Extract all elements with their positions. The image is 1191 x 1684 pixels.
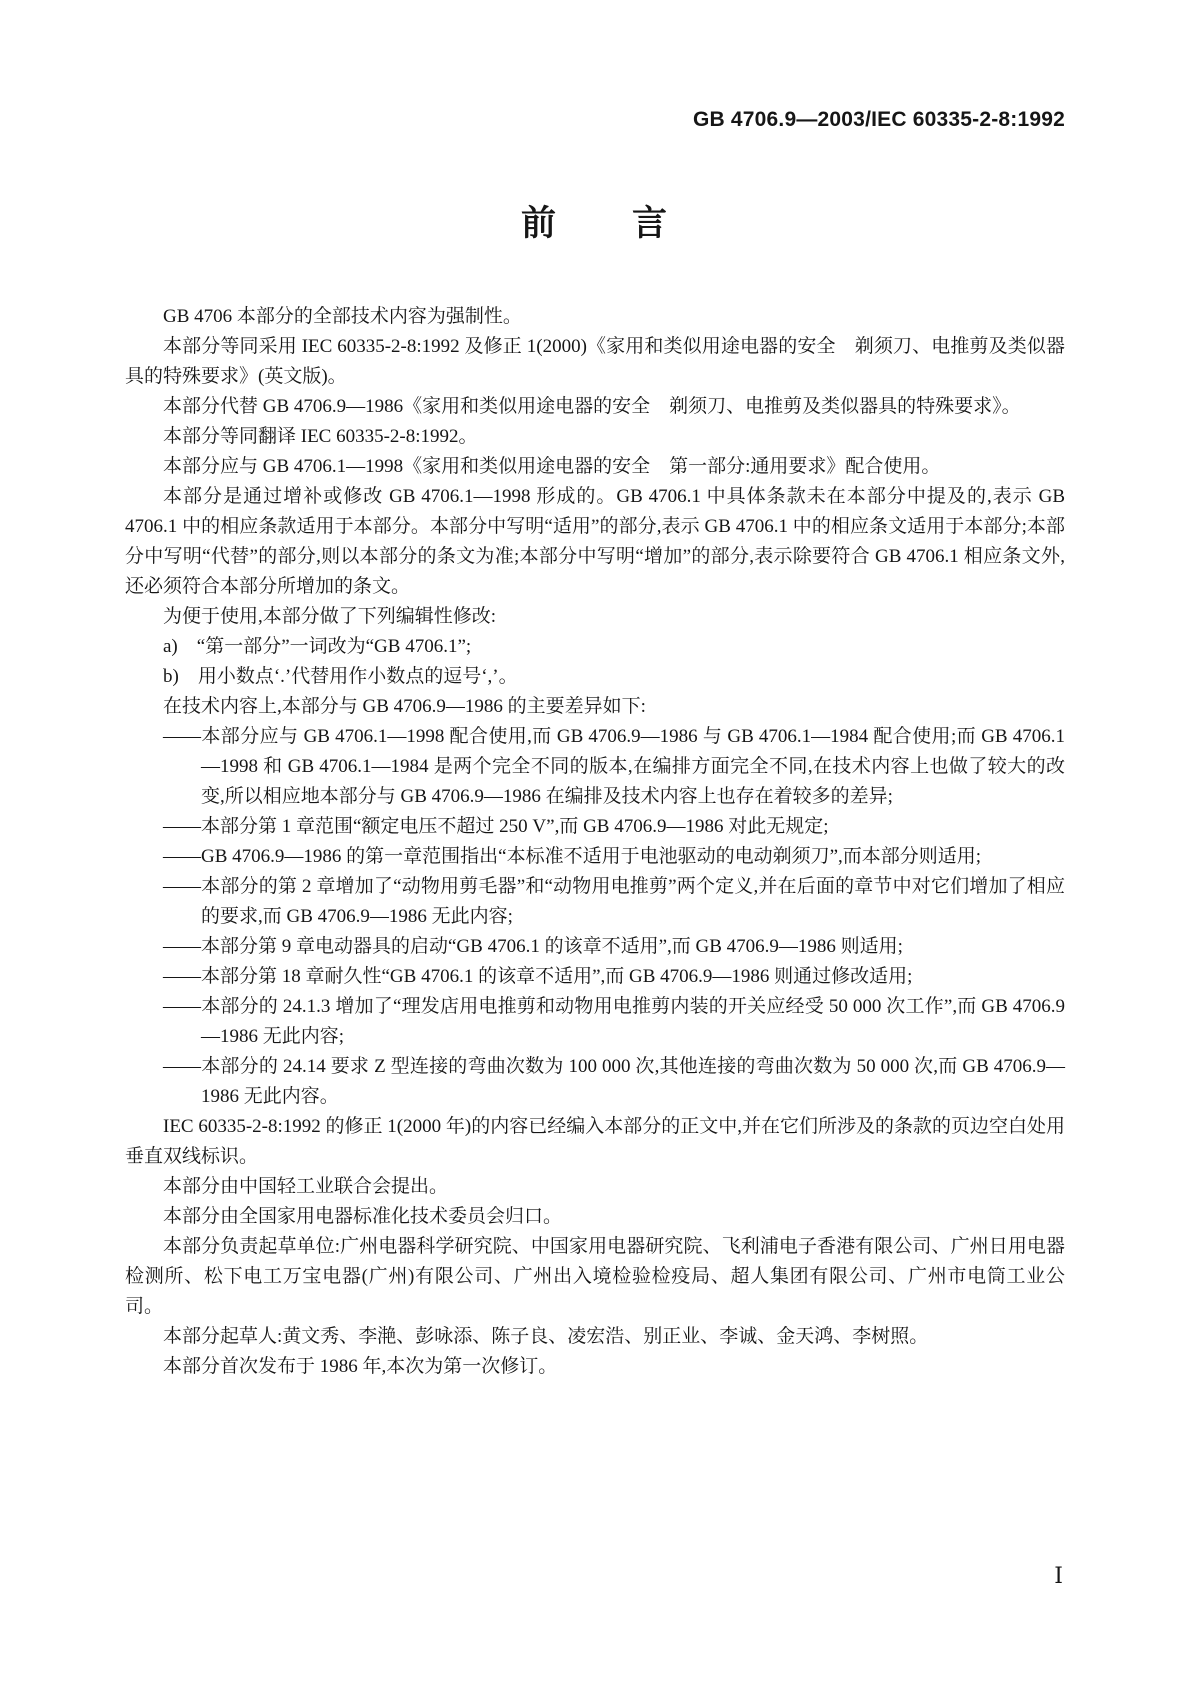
paragraph: 本部分由中国轻工业联合会提出。: [163, 1176, 449, 1197]
paragraph: 本部分等同翻译 IEC 60335-2-8:1992。: [163, 426, 478, 447]
paragraph: 为便于使用,本部分做了下列编辑性修改:: [163, 606, 497, 627]
paragraph: 本部分起草人:黄文秀、李滟、彭咏添、陈子良、凌宏浩、别正业、李诚、金天鸿、李树照。: [163, 1326, 929, 1347]
paragraph: ——GB 4706.9—1986 的第一章范围指出“本标准不适用于电池驱动的电动剃须刀”,而本部分则适用;: [163, 846, 982, 867]
document-header: [125, 108, 1065, 132]
paragraph: ——本部分的 24.1.3 增加了“理发店用电推剪和动物用电推剪内装的开关应经受 50 000 次工作”,而 GB 4706.9—1986 无此内容;: [163, 996, 1065, 1047]
paragraph: IEC 60335-2-8:1992 的修正 1(2000 年)的内容已经编入本部分的正文中,并在它们所涉及的条款的页边空白处用垂直双线标识。: [125, 1116, 1065, 1167]
paragraph: ——本部分第 1 章范围“额定电压不超过 250 V”,而 GB 4706.9—1986 对此无规定;: [163, 816, 829, 837]
page-title: 前 言: [520, 204, 669, 243]
paragraph: ——本部分的 24.14 要求 Z 型连接的弯曲次数为 100 000 次,其他连接的弯曲次数为 50 000 次,而 GB 4706.9—1986 无此内容。: [163, 1056, 1065, 1107]
paragraph: ——本部分第 18 章耐久性“GB 4706.1 的该章不适用”,而 GB 4706.9—1986 则通过修改适用;: [163, 966, 913, 987]
paragraph: 本部分负责起草单位:广州电器科学研究院、中国家用电器研究院、飞利浦电子香港有限公司、广州日用电器检测所、松下电工万宝电器(广州)有限公司、广州出入境检验检疫局、超人集团有限公司、广州市电筒工业公司。: [125, 1236, 1065, 1317]
paragraph: ——本部分的第 2 章增加了“动物用剪毛器”和“动物用电推剪”两个定义,并在后面的章节中对它们增加了相应的要求,而 GB 4706.9—1986 无此内容;: [163, 876, 1065, 927]
paragraph: ——本部分第 9 章电动器具的启动“GB 4706.1 的该章不适用”,而 GB 4706.9—1986 则适用;: [163, 936, 903, 957]
paragraph: 本部分等同采用 IEC 60335-2-8:1992 及修正 1(2000)《家用和类似用途电器的安全 剃须刀、电推剪及类似器具的特殊要求》(英文版)。: [125, 336, 1065, 387]
paragraph: 本部分是通过增补或修改 GB 4706.1—1998 形成的。GB 4706.1 中具体条款未在本部分中提及的,表示 GB 4706.1 中的相应条款适用于本部分。本部分中写明“适用”的部分,表示 GB 4706.1 中的相应条文适用于本部分;本部分中写明“代替”的部分,则以本部分的条文为准;本部分中写明“增加”的部分,表示除要符合 GB 4706.1 相应条文外,还必须符合本部分所增加的条文。: [125, 486, 1065, 597]
paragraph: 本部分由全国家用电器标准化技术委员会归口。: [163, 1206, 563, 1227]
paragraph: ——本部分应与 GB 4706.1—1998 配合使用,而 GB 4706.9—1986 与 GB 4706.1—1984 配合使用;而 GB 4706.1—1998 和 GB 4706.1—1984 是两个完全不同的版本,在编排方面完全不同,在技术内容上也做了较大的改变,所以相应地本部分与 GB 4706.9—1986 在编排及技术内容上也存在着较多的差异;: [163, 726, 1065, 807]
paragraph: 本部分应与 GB 4706.1—1998《家用和类似用途电器的安全 第一部分:通用要求》配合使用。: [163, 456, 941, 477]
standard-number: GB 4706.9—2003/IEC 60335-2-8:1992: [692, 108, 1065, 131]
document-body: [125, 302, 1065, 1382]
paragraph: GB 4706 本部分的全部技术内容为强制性。: [163, 306, 522, 327]
paragraph: 本部分首次发布于 1986 年,本次为第一次修订。: [163, 1356, 558, 1377]
paragraph: a) “第一部分”一词改为“GB 4706.1”;: [163, 636, 472, 657]
paragraph: 本部分代替 GB 4706.9—1986《家用和类似用途电器的安全 剃须刀、电推剪及类似器具的特殊要求》。: [163, 396, 1021, 417]
paragraph: 在技术内容上,本部分与 GB 4706.9—1986 的主要差异如下:: [163, 696, 646, 717]
paragraph: b) 用小数点‘.’代替用作小数点的逗号‘,’。: [163, 666, 518, 687]
page-number: Ⅰ: [1054, 1563, 1063, 1588]
